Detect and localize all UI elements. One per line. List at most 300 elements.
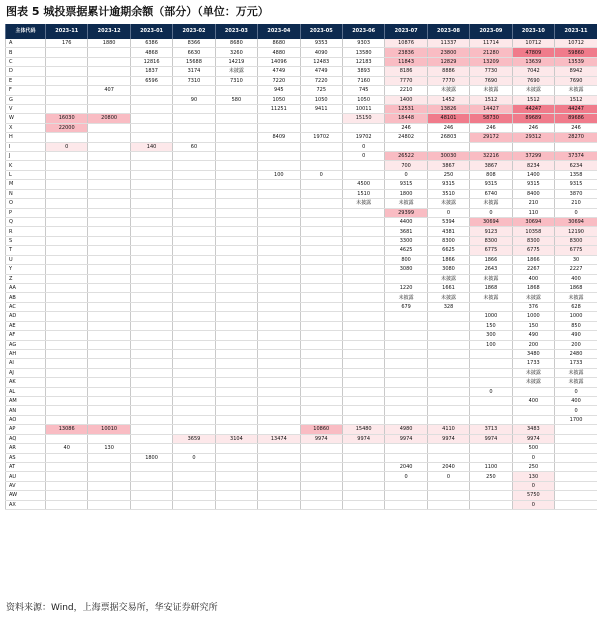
- table-cell: 9411: [300, 104, 342, 113]
- row-entity-code: AK: [6, 378, 46, 387]
- table-cell: [258, 274, 300, 283]
- row-entity-code: D: [6, 67, 46, 76]
- table-cell: [427, 368, 469, 377]
- table-row: [6, 57, 598, 66]
- table-cell: [470, 453, 512, 462]
- table-cell: 130: [512, 472, 554, 481]
- table-row: [6, 472, 598, 481]
- table-cell: 未披露: [342, 199, 384, 208]
- table-cell: [342, 349, 384, 358]
- table-cell: 3681: [385, 227, 427, 236]
- table-cell: [300, 359, 342, 368]
- table-row: [6, 180, 598, 189]
- table-cell: [173, 378, 215, 387]
- table-cell: [173, 340, 215, 349]
- table-row: [6, 133, 598, 142]
- table-cell: [342, 227, 384, 236]
- table-cell: [300, 152, 342, 161]
- table-cell: [88, 387, 130, 396]
- table-cell: [215, 180, 257, 189]
- table-cell: 725: [300, 86, 342, 95]
- table-cell: 4749: [258, 67, 300, 76]
- table-cell: 8680: [258, 39, 300, 48]
- table-cell: [215, 170, 257, 179]
- table-cell: 3104: [215, 434, 257, 443]
- table-row: [6, 283, 598, 292]
- table-cell: [215, 462, 257, 471]
- header-month: 2023-11: [46, 24, 88, 39]
- table-cell: 580: [215, 95, 257, 104]
- table-cell: 0: [427, 472, 469, 481]
- table-cell: [173, 123, 215, 132]
- table-cell: [88, 218, 130, 227]
- table-cell: 4980: [385, 425, 427, 434]
- table-cell: 0: [385, 472, 427, 481]
- row-entity-code: Z: [6, 274, 46, 283]
- table-cell: [88, 76, 130, 85]
- table-cell: [258, 359, 300, 368]
- row-entity-code: AG: [6, 340, 46, 349]
- table-cell: 7310: [215, 76, 257, 85]
- row-entity-code: Q: [6, 218, 46, 227]
- table-cell: [88, 208, 130, 217]
- table-cell: 0: [342, 152, 384, 161]
- table-cell: [258, 218, 300, 227]
- figure-title: 图表 5 城投票据累计逾期余额（部分）（单位：万元）: [6, 5, 269, 18]
- table-cell: 0: [385, 170, 427, 179]
- table-cell: 0: [173, 453, 215, 462]
- table-cell: [555, 491, 597, 500]
- table-cell: 未披露: [470, 274, 512, 283]
- table-row: [6, 387, 598, 396]
- table-cell: [300, 246, 342, 255]
- table-cell: [88, 283, 130, 292]
- table-cell: [46, 481, 88, 490]
- table-cell: [258, 114, 300, 123]
- table-cell: [215, 500, 257, 509]
- table-cell: [342, 378, 384, 387]
- table-row: [6, 218, 598, 227]
- table-cell: [130, 246, 172, 255]
- table-cell: 未披露: [470, 199, 512, 208]
- table-cell: [215, 218, 257, 227]
- table-row: [6, 152, 598, 161]
- table-cell: 14219: [215, 57, 257, 66]
- table-cell: 30030: [427, 152, 469, 161]
- table-cell: [300, 302, 342, 311]
- table-cell: [173, 265, 215, 274]
- table-cell: 29172: [470, 133, 512, 142]
- table-cell: [88, 312, 130, 321]
- table-cell: 246: [555, 123, 597, 132]
- table-cell: [46, 349, 88, 358]
- table-cell: 9123: [470, 227, 512, 236]
- table-cell: [88, 378, 130, 387]
- table-cell: [258, 340, 300, 349]
- table-cell: [258, 123, 300, 132]
- table-cell: 1358: [555, 170, 597, 179]
- table-cell: 1733: [555, 359, 597, 368]
- table-cell: 628: [555, 302, 597, 311]
- table-cell: 37374: [555, 152, 597, 161]
- table-cell: 4400: [385, 218, 427, 227]
- table-cell: [46, 406, 88, 415]
- table-cell: 3867: [470, 161, 512, 170]
- table-row: [6, 397, 598, 406]
- table-cell: [173, 246, 215, 255]
- table-cell: [88, 415, 130, 424]
- table-cell: 30694: [512, 218, 554, 227]
- table-cell: [300, 142, 342, 151]
- table-cell: 44247: [512, 104, 554, 113]
- table-cell: 10712: [555, 39, 597, 48]
- table-cell: [342, 406, 384, 415]
- table-cell: [130, 208, 172, 217]
- table-cell: [46, 255, 88, 264]
- table-cell: 9353: [300, 39, 342, 48]
- table-cell: [173, 481, 215, 490]
- table-cell: [427, 387, 469, 396]
- table-cell: 3080: [385, 265, 427, 274]
- table-cell: [300, 227, 342, 236]
- table-cell: [215, 255, 257, 264]
- table-cell: [173, 302, 215, 311]
- table-cell: 745: [342, 86, 384, 95]
- table-cell: [427, 331, 469, 340]
- table-cell: 15480: [342, 425, 384, 434]
- table-cell: [342, 208, 384, 217]
- table-cell: [173, 331, 215, 340]
- table-cell: [258, 199, 300, 208]
- table-cell: 13580: [342, 48, 384, 57]
- table-cell: [173, 312, 215, 321]
- table-cell: [385, 453, 427, 462]
- table-cell: [88, 331, 130, 340]
- table-cell: [385, 397, 427, 406]
- table-row: [6, 246, 598, 255]
- table-cell: 3893: [342, 67, 384, 76]
- table-row: [6, 67, 598, 76]
- table-cell: [130, 425, 172, 434]
- table-cell: [46, 500, 88, 509]
- table-cell: [258, 349, 300, 358]
- table-cell: [130, 359, 172, 368]
- table-cell: [46, 67, 88, 76]
- table-cell: 4381: [427, 227, 469, 236]
- table-cell: [385, 415, 427, 424]
- header-month: 2023-05: [300, 24, 342, 39]
- table-cell: [427, 312, 469, 321]
- table-cell: [258, 491, 300, 500]
- table-cell: [427, 321, 469, 330]
- table-cell: [258, 321, 300, 330]
- table-cell: 3483: [512, 425, 554, 434]
- table-cell: [300, 500, 342, 509]
- row-entity-code: O: [6, 199, 46, 208]
- table-row: [6, 368, 598, 377]
- table-cell: [130, 114, 172, 123]
- table-cell: 未披露: [427, 199, 469, 208]
- table-cell: [88, 500, 130, 509]
- row-entity-code: S: [6, 236, 46, 245]
- table-row: [6, 359, 598, 368]
- table-cell: [173, 170, 215, 179]
- table-cell: [130, 312, 172, 321]
- table-cell: [300, 368, 342, 377]
- row-entity-code: AQ: [6, 434, 46, 443]
- table-cell: [300, 180, 342, 189]
- table-cell: 2040: [427, 462, 469, 471]
- table-cell: [88, 180, 130, 189]
- table-cell: 7730: [470, 67, 512, 76]
- table-cell: [258, 500, 300, 509]
- row-entity-code: E: [6, 76, 46, 85]
- table-cell: 210: [512, 199, 554, 208]
- table-cell: [173, 415, 215, 424]
- table-cell: [215, 265, 257, 274]
- table-cell: 18448: [385, 114, 427, 123]
- table-cell: [46, 293, 88, 302]
- table-cell: 8186: [385, 67, 427, 76]
- table-cell: [342, 397, 384, 406]
- table-cell: [215, 453, 257, 462]
- header-month: 2023-02: [173, 24, 215, 39]
- row-entity-code: AM: [6, 397, 46, 406]
- table-cell: 246: [470, 123, 512, 132]
- table-cell: [130, 500, 172, 509]
- table-cell: [258, 425, 300, 434]
- table-cell: 2210: [385, 86, 427, 95]
- table-row: [6, 255, 598, 264]
- table-cell: [88, 349, 130, 358]
- table-cell: [88, 236, 130, 245]
- table-cell: 9974: [512, 434, 554, 443]
- table: [5, 24, 597, 510]
- table-cell: [46, 218, 88, 227]
- table-cell: 150: [512, 321, 554, 330]
- table-row: [6, 425, 598, 434]
- table-cell: [46, 189, 88, 198]
- table-cell: 37299: [512, 152, 554, 161]
- table-cell: 89689: [512, 114, 554, 123]
- table-cell: [88, 170, 130, 179]
- row-entity-code: AX: [6, 500, 46, 509]
- table-cell: 0: [427, 208, 469, 217]
- table-cell: [215, 142, 257, 151]
- table-cell: [130, 180, 172, 189]
- table-cell: [130, 491, 172, 500]
- table-cell: [88, 152, 130, 161]
- table-cell: [173, 189, 215, 198]
- table-cell: [130, 255, 172, 264]
- table-cell: [88, 321, 130, 330]
- table-cell: [173, 104, 215, 113]
- table-cell: 2227: [555, 265, 597, 274]
- table-row: [6, 39, 598, 48]
- table-cell: [385, 500, 427, 509]
- table-cell: [427, 397, 469, 406]
- table-cell: [46, 86, 88, 95]
- table-cell: 945: [258, 86, 300, 95]
- table-cell: [555, 500, 597, 509]
- source-note: 资料来源：Wind，上海票据交易所，华安证券研究所: [6, 603, 218, 613]
- table-cell: 1220: [385, 283, 427, 292]
- table-cell: 15688: [173, 57, 215, 66]
- table-cell: [173, 208, 215, 217]
- table-cell: 1733: [512, 359, 554, 368]
- table-cell: [300, 114, 342, 123]
- table-cell: 7220: [258, 76, 300, 85]
- table-cell: [470, 500, 512, 509]
- table-cell: 12816: [130, 57, 172, 66]
- table-cell: [300, 349, 342, 358]
- table-cell: 407: [88, 86, 130, 95]
- table-cell: [258, 378, 300, 387]
- table-cell: [88, 472, 130, 481]
- row-entity-code: AF: [6, 331, 46, 340]
- table-cell: [215, 491, 257, 500]
- table-cell: [470, 302, 512, 311]
- table-cell: 未披露: [385, 293, 427, 302]
- header-month: 2023-01: [130, 24, 172, 39]
- table-cell: [258, 189, 300, 198]
- table-cell: [130, 123, 172, 132]
- table-cell: [215, 349, 257, 358]
- table-cell: 3867: [427, 161, 469, 170]
- table-cell: [215, 208, 257, 217]
- table-cell: [300, 208, 342, 217]
- table-cell: [300, 283, 342, 292]
- table-cell: [130, 274, 172, 283]
- table-cell: 30694: [470, 218, 512, 227]
- table-row: [6, 48, 598, 57]
- table-cell: [300, 444, 342, 453]
- row-entity-code: AR: [6, 444, 46, 453]
- table-cell: 1700: [555, 415, 597, 424]
- table-cell: [470, 444, 512, 453]
- table-cell: [300, 415, 342, 424]
- table-cell: [130, 340, 172, 349]
- table-cell: [130, 199, 172, 208]
- table-cell: [385, 368, 427, 377]
- table-cell: 14427: [470, 104, 512, 113]
- table-cell: [555, 142, 597, 151]
- table-cell: 13209: [470, 57, 512, 66]
- table-cell: [173, 406, 215, 415]
- table-cell: [46, 199, 88, 208]
- row-entity-code: AW: [6, 491, 46, 500]
- table-cell: [342, 481, 384, 490]
- table-cell: [173, 359, 215, 368]
- table-cell: [555, 444, 597, 453]
- row-entity-code: X: [6, 123, 46, 132]
- table-cell: [258, 481, 300, 490]
- table-cell: [215, 114, 257, 123]
- table-row: [6, 453, 598, 462]
- header-month: 2023-06: [342, 24, 384, 39]
- table-row: [6, 340, 598, 349]
- row-entity-code: AU: [6, 472, 46, 481]
- table-cell: 10860: [300, 425, 342, 434]
- table-cell: [342, 500, 384, 509]
- table-cell: 9974: [300, 434, 342, 443]
- table-cell: [300, 397, 342, 406]
- table-cell: [300, 255, 342, 264]
- table-cell: [258, 152, 300, 161]
- table-cell: [130, 397, 172, 406]
- table-cell: 23800: [427, 48, 469, 57]
- table-cell: 未披露: [512, 86, 554, 95]
- table-cell: [46, 472, 88, 481]
- table-cell: [555, 462, 597, 471]
- row-entity-code: Y: [6, 265, 46, 274]
- table-cell: 13639: [512, 57, 554, 66]
- table-cell: [130, 152, 172, 161]
- table-cell: 328: [427, 302, 469, 311]
- table-cell: [215, 378, 257, 387]
- table-cell: [258, 312, 300, 321]
- table-cell: [470, 406, 512, 415]
- row-entity-code: W: [6, 114, 46, 123]
- table-cell: 2040: [385, 462, 427, 471]
- table-cell: [130, 462, 172, 471]
- table-cell: 4110: [427, 425, 469, 434]
- row-entity-code: AA: [6, 283, 46, 292]
- table-cell: [215, 444, 257, 453]
- table-cell: [130, 302, 172, 311]
- header-month: 2023-12: [88, 24, 130, 39]
- table-cell: 1866: [470, 255, 512, 264]
- table-cell: [385, 406, 427, 415]
- row-entity-code: I: [6, 142, 46, 151]
- table-row: [6, 208, 598, 217]
- table-cell: 140: [130, 142, 172, 151]
- header-month: 2023-08: [427, 24, 469, 39]
- table-cell: 110: [512, 208, 554, 217]
- table-cell: 1050: [258, 95, 300, 104]
- table-cell: [258, 208, 300, 217]
- table-cell: [46, 57, 88, 66]
- row-entity-code: AT: [6, 462, 46, 471]
- table-cell: [88, 57, 130, 66]
- table-cell: [470, 359, 512, 368]
- table-cell: [88, 95, 130, 104]
- table-cell: 7220: [300, 76, 342, 85]
- table-cell: 10358: [512, 227, 554, 236]
- table-cell: [88, 48, 130, 57]
- table-cell: 7770: [427, 76, 469, 85]
- table-cell: [130, 95, 172, 104]
- table-cell: [46, 462, 88, 471]
- table-cell: [88, 434, 130, 443]
- row-entity-code: AN: [6, 406, 46, 415]
- table-cell: [215, 133, 257, 142]
- table-cell: [88, 142, 130, 151]
- table-cell: [88, 199, 130, 208]
- table-cell: [88, 340, 130, 349]
- table-cell: [427, 359, 469, 368]
- table-cell: [258, 462, 300, 471]
- table-cell: [215, 123, 257, 132]
- table-cell: 9315: [427, 180, 469, 189]
- table-cell: [215, 274, 257, 283]
- table-cell: [300, 161, 342, 170]
- table-row: [6, 189, 598, 198]
- table-row: [6, 86, 598, 95]
- table-row: [6, 76, 598, 85]
- table-cell: [342, 274, 384, 283]
- table-cell: [215, 302, 257, 311]
